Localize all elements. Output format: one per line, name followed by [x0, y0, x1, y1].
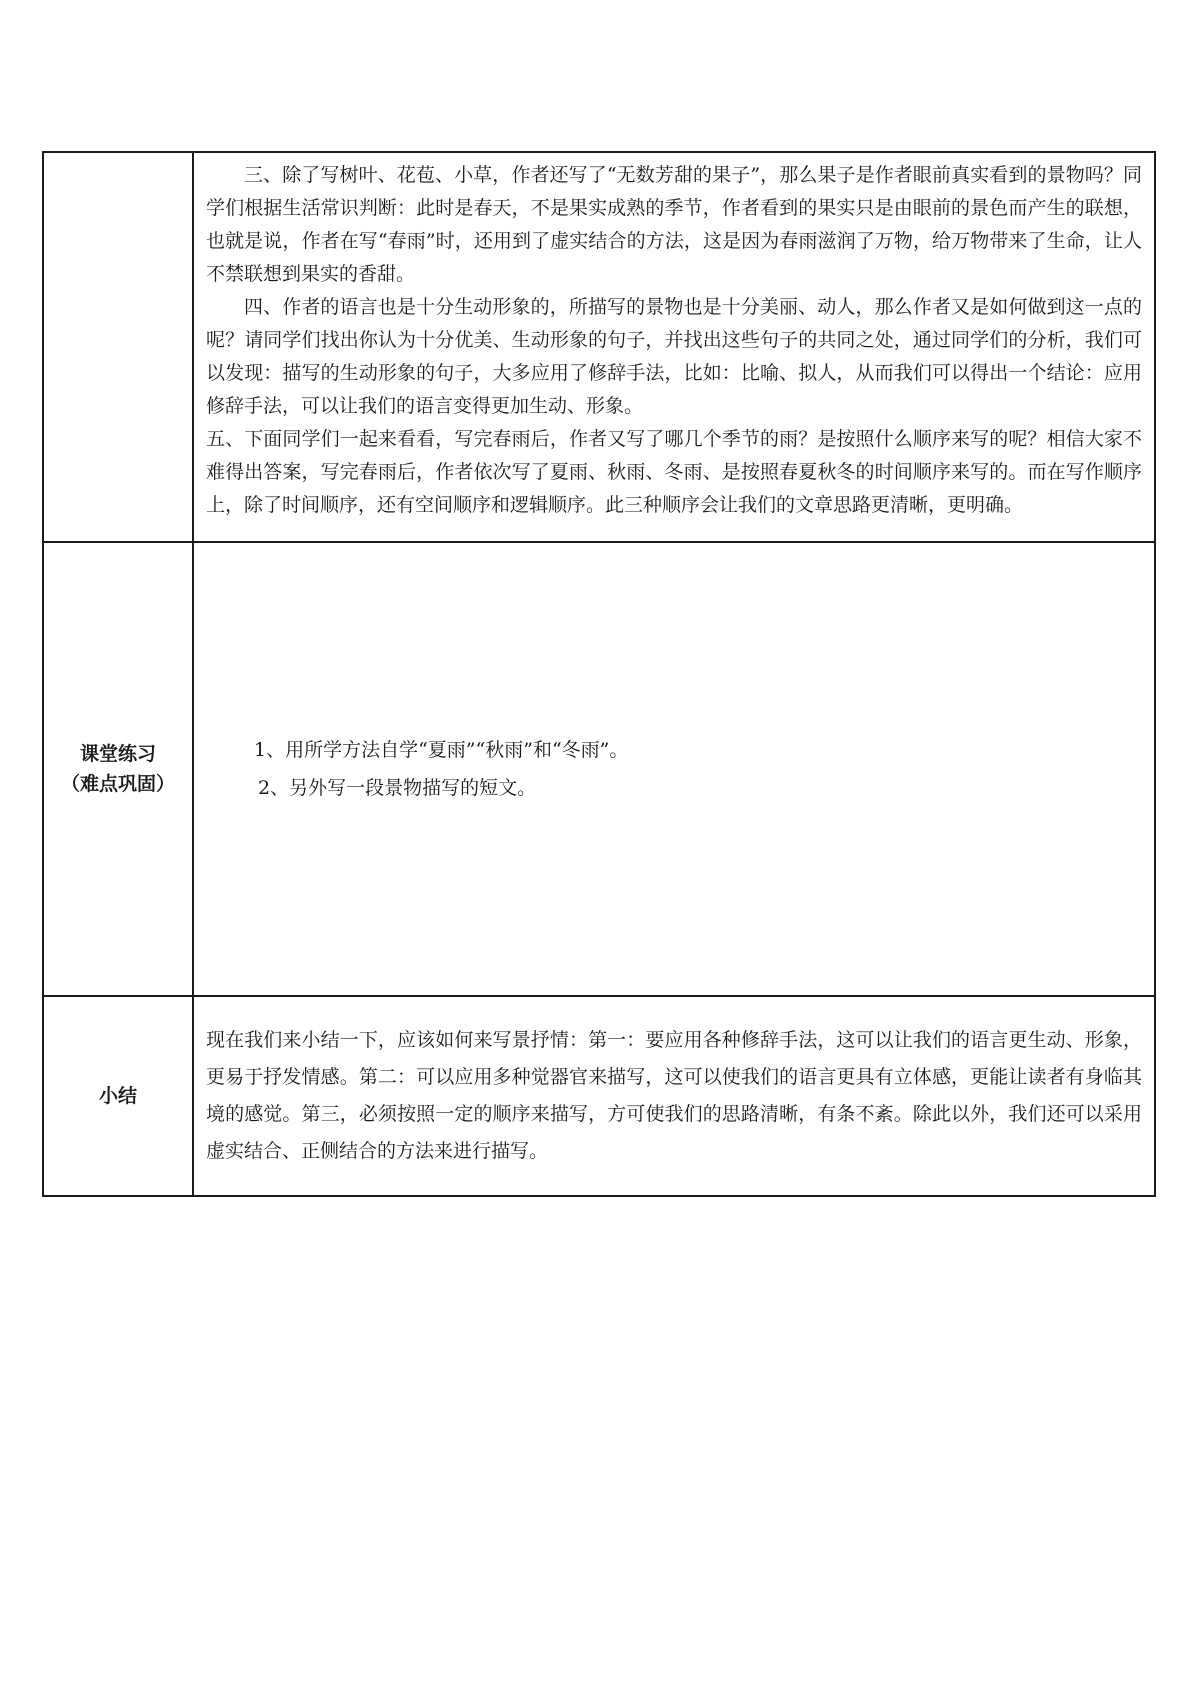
summary-content-cell	[193, 996, 1155, 1196]
paragraph-three: 三、除了写树叶、花苞、小草，作者还写了“无数芳甜的果子”，那么果子是作者眼前真实看到的景物吗？同学们根据生活常识判断：此时是春天，不是果实成熟的季节，作者看到的果实只是由眼前的景色而产生的联想，也就是说，作者在写“春雨”时，还用到了虚实结合的方法，这是因为春雨滋润了万物，给万物带来了生命，让人不禁联想到果实的香甜。	[206, 164, 1142, 285]
exercise-item-1: 1、用所学方法自学“夏雨”“秋雨”和“冬雨”。	[254, 739, 629, 761]
label-classroom-exercise: 课堂练习	[79, 743, 156, 765]
teaching-content-cell	[193, 152, 1155, 542]
table-row-classroom-exercise	[43, 542, 1155, 996]
exercise-item-2: 2、另外写一段景物描写的短文。	[258, 777, 537, 799]
paragraph-five: 五、下面同学们一起来看看，写完春雨后，作者又写了哪几个季节的雨？是按照什么顺序来写的呢？相信大家不难得出答案，写完春雨后，作者依次写了夏雨、秋雨、冬雨、是按照春夏秋冬的时间顺序来写的。而在写作顺序上，除了时间顺序，还有空间顺序和逻辑顺序。此三种顺序会让我们的文章思路更清晰，更明确。	[206, 428, 1142, 516]
row-label-classroom-exercise	[43, 542, 193, 996]
paragraph-four: 四、作者的语言也是十分生动形象的，所描写的景物也是十分美丽、动人，那么作者又是如何做到这一点的呢？请同学们找出你认为十分优美、生动形象的句子，并找出这些句子的共同之处，通过同学们的分析，我们可以发现：描写的生动形象的句子，大多应用了修辞手法，比如：比喻、拟人，从而我们可以得出一个结论：应用修辞手法，可以让我们的语言变得更加生动、形象。	[206, 296, 1142, 417]
row-label-summary	[43, 996, 193, 1196]
table-row-teaching-process	[43, 152, 1155, 542]
exercise-content-cell	[193, 542, 1155, 996]
summary-paragraph: 现在我们来小结一下，应该如何来写景抒情：第一：要应用各种修辞手法，这可以让我们的语言更生动、形象，更易于抒发情感。第二：可以应用多种觉器官来描写，这可以使我们的语言更具有立体感，更能让读者有身临其境的感觉。第三，必须按照一定的顺序来描写，方可使我们的思路清晰，有条不紊。除此以外，我们还可以采用虚实结合、正侧结合的方法来进行描写。	[206, 1029, 1142, 1162]
lesson-plan-table	[42, 151, 1156, 1197]
label-difficulty-consolidation: （难点巩固）	[60, 773, 175, 795]
label-summary: 小结	[98, 1085, 137, 1107]
row-label-empty	[43, 152, 193, 542]
table-row-summary	[43, 996, 1155, 1196]
